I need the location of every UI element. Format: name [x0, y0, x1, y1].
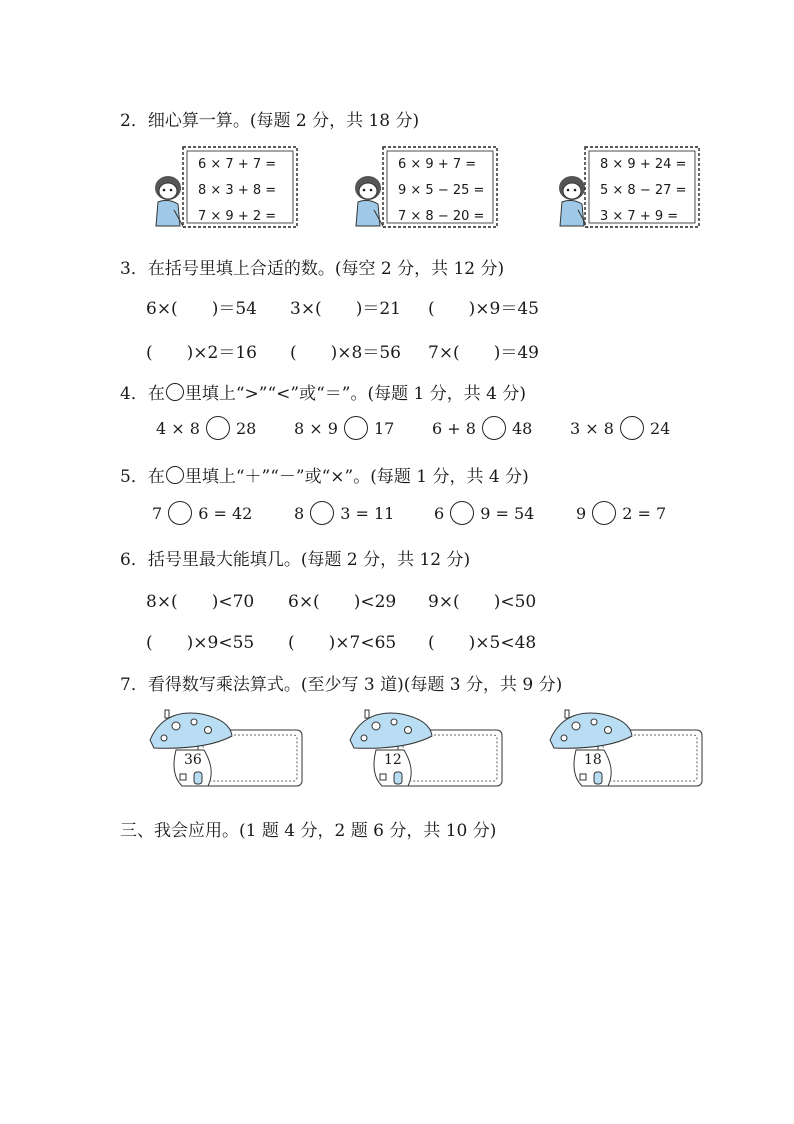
q5-item-3-right: 9 = 54 [480, 503, 535, 523]
q5-item-2-left: 8 [294, 503, 305, 523]
q5-title-post: 里填上“＋”“－”或“×”。(每题 1 分，共 4 分) [184, 467, 529, 487]
q2-card-1-line-3: 7 × 9 + 2 = [198, 209, 277, 224]
q5-title [120, 462, 529, 487]
q5-item-4 [576, 501, 666, 525]
q7-mushroom-3-number: 18 [584, 752, 602, 768]
q7-mushroom-2 [346, 704, 506, 794]
answer-circle[interactable] [310, 501, 334, 525]
q6-item-5: ( )×7<65 [288, 633, 397, 653]
q4-title [120, 379, 526, 404]
q5-item-1 [152, 501, 252, 525]
q5-item-4-right: 2 = 7 [622, 503, 667, 523]
q4-item-3-right: 48 [511, 418, 533, 438]
q2-card-2-line-2: 9 × 5 − 25 = [398, 183, 485, 198]
q4-item-4-right: 24 [649, 418, 671, 438]
q4-item-3-left: 6 + 8 [432, 418, 476, 438]
circle-icon [166, 383, 184, 401]
q7-title: 7．看得数写乘法算式。(至少写 3 道)(每题 3 分，共 9 分) [120, 675, 563, 695]
q7-mushroom-2-number: 12 [384, 752, 402, 768]
mushroom-house-icon [346, 704, 506, 794]
q4-item-3 [432, 416, 532, 440]
answer-circle[interactable] [206, 416, 230, 440]
q7-mushroom-1-number: 36 [184, 752, 202, 768]
q2-card-3 [582, 144, 702, 230]
q5-item-4-left: 9 [576, 503, 587, 523]
q2-card-1-line-1: 6 × 7 + 7 = [198, 157, 277, 172]
q4-item-1-left: 4 × 8 [156, 418, 200, 438]
q5-item-1-right: 6 = 42 [198, 503, 253, 523]
circle-icon [166, 466, 184, 484]
q5-title-pre: 5．在 [120, 467, 165, 487]
q4-item-1 [156, 416, 256, 440]
q5-item-2-right: 3 = 11 [340, 503, 395, 523]
q5-item-2 [294, 501, 394, 525]
q6-title: 6．括号里最大能填几。(每题 2 分，共 12 分) [120, 550, 471, 570]
mushroom-house-icon [146, 704, 306, 794]
answer-circle[interactable] [620, 416, 644, 440]
q2-card-2-line-3: 7 × 8 − 20 = [398, 209, 485, 224]
section3-title: 三、我会应用。(1 题 4 分，2 题 6 分，共 10 分) [120, 821, 497, 841]
q2-card-1 [180, 144, 300, 230]
q3-item-3: ( )×9＝45 [428, 299, 539, 319]
q5-item-3 [434, 501, 534, 525]
q5-item-1-left: 7 [152, 503, 163, 523]
answer-circle[interactable] [344, 416, 368, 440]
q7-mushroom-1 [146, 704, 306, 794]
q6-item-3: 9×( )<50 [428, 592, 537, 612]
q4-title-post: 里填上“>”“<”或“＝”。(每题 1 分，共 4 分) [184, 384, 526, 404]
q6-item-1: 8×( )<70 [146, 592, 255, 612]
q2-card-1-line-2: 8 × 3 + 8 = [198, 183, 277, 198]
q4-item-2 [294, 416, 394, 440]
q5-item-3-left: 6 [434, 503, 445, 523]
answer-circle[interactable] [450, 501, 474, 525]
q4-item-4-left: 3 × 8 [570, 418, 614, 438]
q6-item-6: ( )×5<48 [428, 633, 537, 653]
q2-card-3-line-2: 5 × 8 − 27 = [600, 183, 687, 198]
q2-title: 2．细心算一算。(每题 2 分，共 18 分) [120, 111, 420, 131]
q3-item-5: ( )×8＝56 [290, 343, 401, 363]
q4-title-pre: 4．在 [120, 384, 165, 404]
q3-item-4: ( )×2＝16 [146, 343, 257, 363]
q3-item-6: 7×( )＝49 [428, 343, 539, 363]
q7-mushroom-3 [546, 704, 706, 794]
q6-item-2: 6×( )<29 [288, 592, 397, 612]
q2-card-2 [380, 144, 500, 230]
answer-circle[interactable] [482, 416, 506, 440]
answer-circle[interactable] [592, 501, 616, 525]
answer-circle[interactable] [168, 501, 192, 525]
q2-card-3-line-1: 8 × 9 + 24 = [600, 157, 687, 172]
q3-item-2: 3×( )＝21 [290, 299, 401, 319]
q3-item-1: 6×( )＝54 [146, 299, 257, 319]
q2-card-3-line-3: 3 × 7 + 9 = [600, 209, 679, 224]
q4-item-2-left: 8 × 9 [294, 418, 338, 438]
q4-item-4 [570, 416, 670, 440]
mushroom-house-icon [546, 704, 706, 794]
q4-item-1-right: 28 [235, 418, 257, 438]
q2-card-2-line-1: 6 × 9 + 7 = [398, 157, 477, 172]
q3-title: 3．在括号里填上合适的数。(每空 2 分，共 12 分) [120, 259, 505, 279]
q6-item-4: ( )×9<55 [146, 633, 255, 653]
q4-item-2-right: 17 [373, 418, 395, 438]
